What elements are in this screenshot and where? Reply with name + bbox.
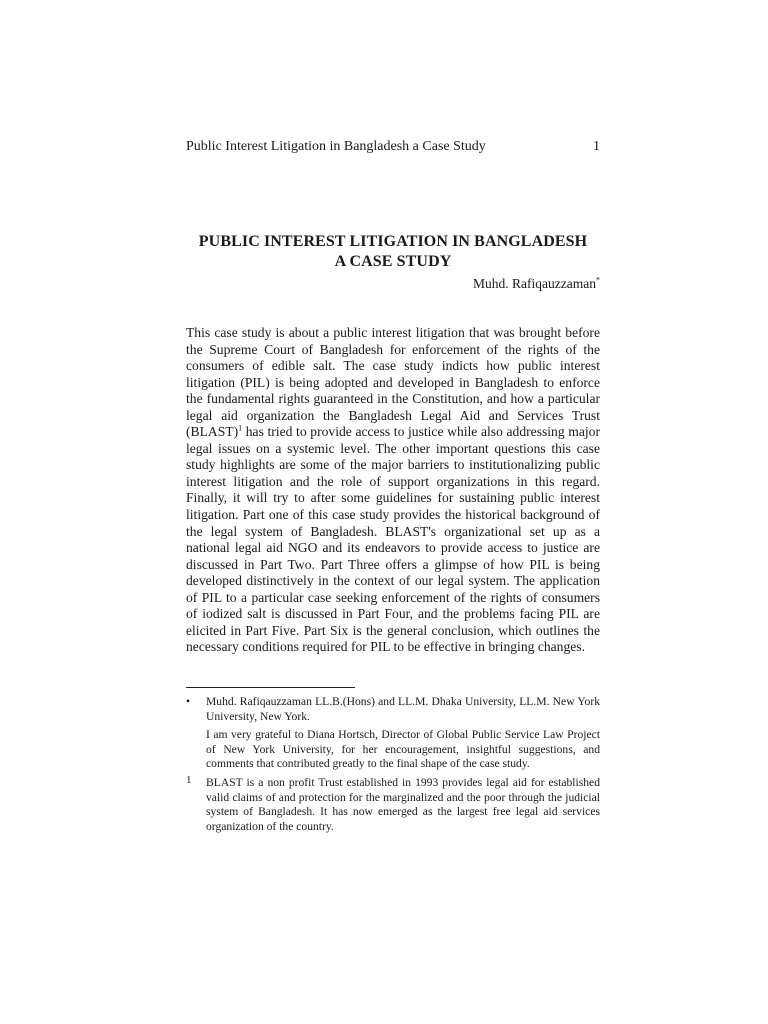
author-name: Muhd. Rafiqauzzaman <box>473 276 596 291</box>
title-line-1: PUBLIC INTEREST LITIGATION IN BANGLADESH <box>198 233 588 250</box>
running-title: Public Interest Litigation in Bangladesh a Case Study <box>186 139 486 154</box>
page-number: 1 <box>593 139 600 154</box>
footnote-author-text: Muhd. Rafiqauzzaman LL.B.(Hons) and LL.M. Dhaka University, LL.M. New York University, New York. <box>206 695 600 723</box>
footnote-bullet: • <box>186 695 191 708</box>
running-header <box>186 139 600 155</box>
abstract-text-part2: has tried to provide access to justice while also addressing major legal issues on a systemic level. The other important questions this case study highlights are some of the major barriers to institutionalizing public interest litigation and the role of support organizations in this regard. Finally, it will try to after some guidelines for sustaining public interest litigation. Part one of this case study provides the historical background of the legal system of Bangladesh. BLAST's organizational set up as a national legal aid NGO and its endeavors to provide access to justice are discussed in Part Two. Part Three offers a glimpse of how PIL is being developed distinctively in the context of our legal system. The application of PIL to a particular case seeking enforcement of the rights of consumers of iodized salt is discussed in Part Four, and the problems facing PIL are elicited in Part Five. Part Six is the general conclusion, which outlines the necessary conditions required for PIL to be effective in bringing changes. <box>186 424 600 655</box>
footnote-acknowledgement-text: I am very grateful to Diana Hortsch, Director of Global Public Service Law Project of New York University, for her encouragement, insightful suggestions, and comments that contributed greatly to the final shape of the case study. <box>206 728 600 771</box>
footnote-divider <box>186 687 355 688</box>
footnote-1 <box>186 773 600 834</box>
footnote-1-text: BLAST is a non profit Trust established in 1993 provides legal aid for established valid claims of and protection for the marginalized and the poor through the judicial system of Bangladesh. It has now emerged as the largest free legal aid services organization of the country. <box>206 775 600 833</box>
abstract-text-part1: This case study is about a public interest litigation that was brought before the Supreme Court of Bangladesh for enforcement of the rights of the consumers of edible salt. The case study indicts how public interest litigation (PIL) is being adopted and developed in Bangladesh to enforce the fundamental rights guaranteed in the Constitution, and how a particular legal aid organization the Bangladesh Legal Aid and Services Trust (BLAST) <box>186 325 600 440</box>
footnote-acknowledgement <box>186 728 600 772</box>
author-line <box>186 276 600 292</box>
footnote-author <box>186 695 600 724</box>
footnote-ref-1: 1 <box>238 423 243 433</box>
abstract-paragraph <box>186 325 600 656</box>
paper-title <box>186 232 600 272</box>
title-line-2: A CASE STUDY <box>334 253 452 270</box>
footnote-1-marker: 1 <box>186 773 192 786</box>
author-footnote-mark: * <box>596 275 600 285</box>
footnotes-section <box>186 695 600 834</box>
